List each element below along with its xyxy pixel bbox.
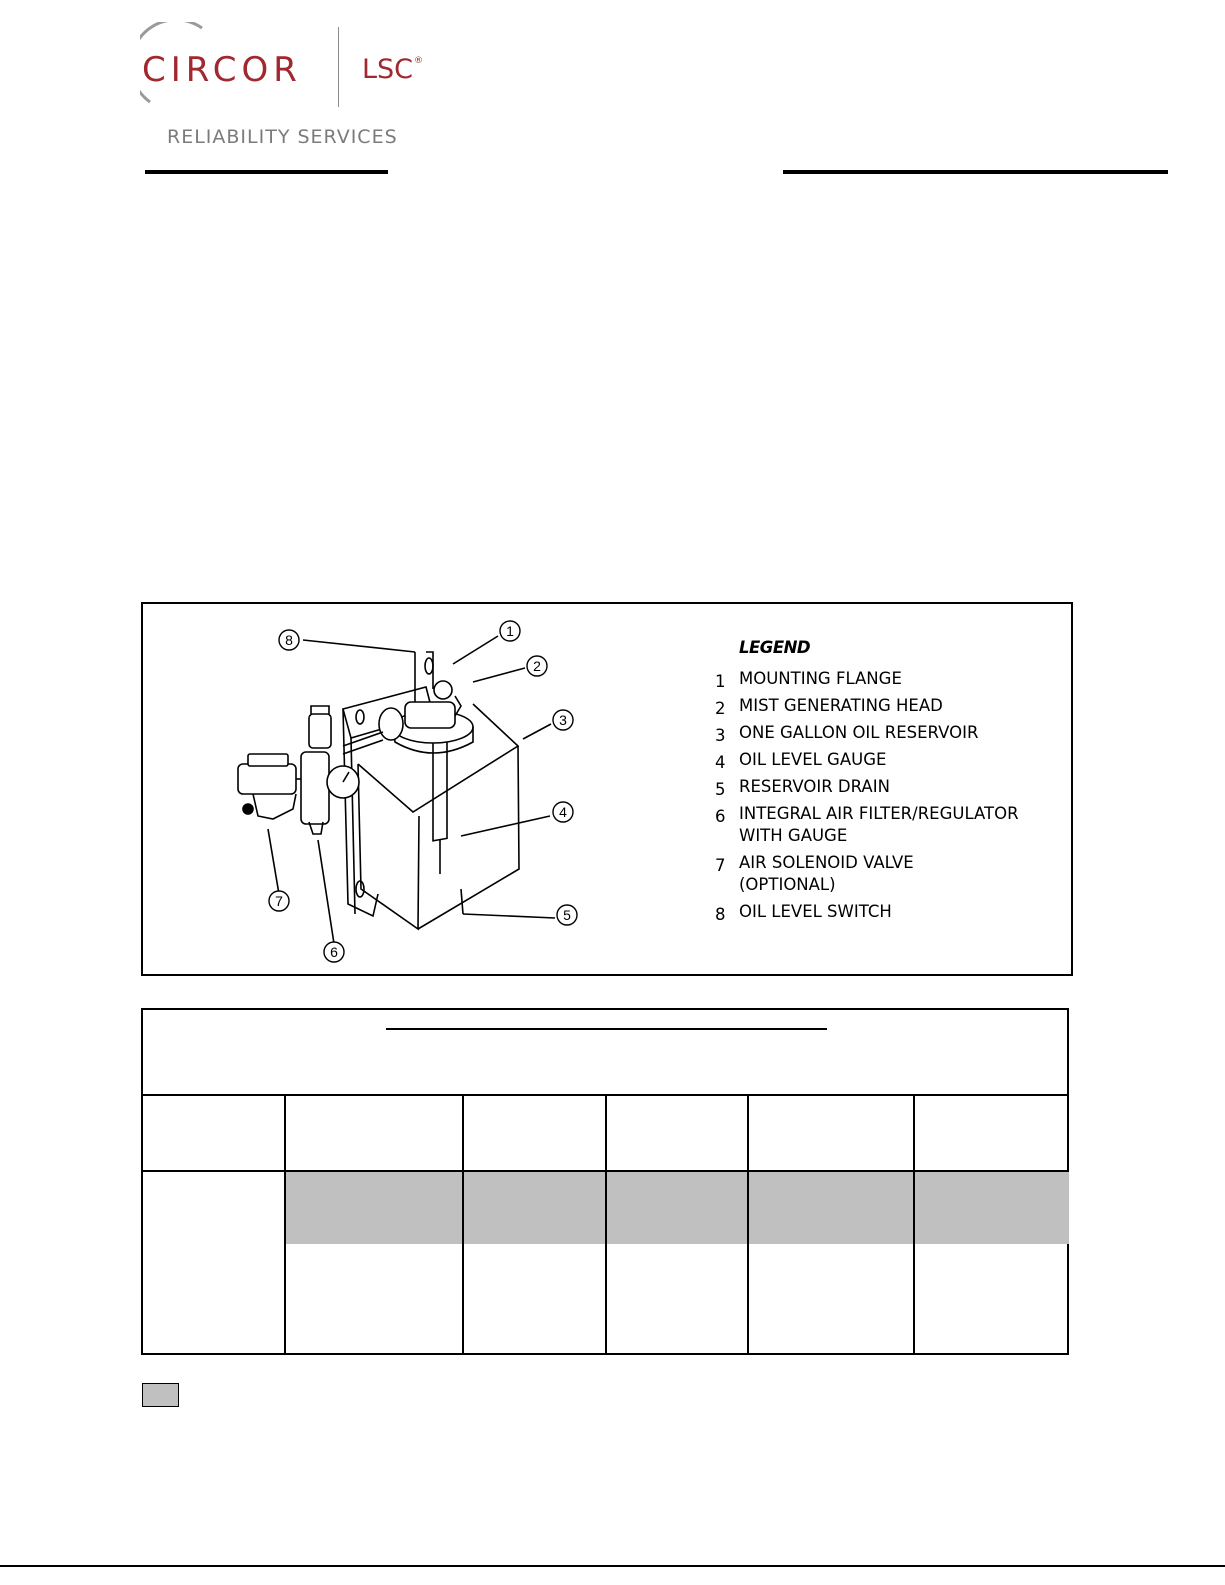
mist-generator-diagram <box>143 604 703 974</box>
callout-8 <box>279 630 299 650</box>
callout-7 <box>269 891 289 911</box>
svg-text:8: 8 <box>285 632 293 648</box>
table-col-rule <box>605 1094 607 1353</box>
callout-5 <box>557 905 577 925</box>
logo-brand: CIRCOR <box>142 50 302 90</box>
callout-1 <box>500 621 520 641</box>
footer-rule <box>0 1565 1225 1567</box>
legend-item: 5 RESERVOIR DRAIN <box>715 777 890 799</box>
legend-title: LEGEND <box>739 638 811 657</box>
logo-divider <box>338 27 339 107</box>
callout-4 <box>553 802 573 822</box>
svg-text:7: 7 <box>275 893 283 909</box>
legend-item: 4 OIL LEVEL GAUGE <box>715 750 887 772</box>
svg-text:1: 1 <box>506 623 514 639</box>
legend <box>715 634 1055 928</box>
legend-item: 7 AIR SOLENOID VALVE (OPTIONAL) <box>715 853 914 894</box>
table-title-underline <box>386 1028 827 1030</box>
svg-text:4: 4 <box>559 804 567 820</box>
legend-item: 6 INTEGRAL AIR FILTER/REGULATOR WITH GAUGE <box>715 804 1019 845</box>
figure-box <box>141 602 1073 976</box>
legend-item: 3 ONE GALLON OIL RESERVOIR <box>715 723 979 745</box>
callout-6 <box>324 942 344 962</box>
header-rule-left <box>145 170 388 174</box>
shade-key-swatch <box>142 1383 179 1407</box>
table-col-rule <box>462 1094 464 1353</box>
logo-product: LSC® <box>362 54 424 85</box>
table-col-rule <box>913 1094 915 1353</box>
legend-item: 2 MIST GENERATING HEAD <box>715 696 943 718</box>
legend-item: 1 MOUNTING FLANGE <box>715 669 902 691</box>
header-rule-right <box>783 170 1168 174</box>
svg-text:3: 3 <box>559 712 567 728</box>
callout-2 <box>527 656 547 676</box>
table-col-rule <box>284 1094 286 1353</box>
svg-text:2: 2 <box>533 658 541 674</box>
svg-text:5: 5 <box>563 907 571 923</box>
callout-3 <box>553 710 573 730</box>
legend-item: 8 OIL LEVEL SWITCH <box>715 902 892 924</box>
spec-table <box>141 1008 1069 1355</box>
logo-tagline: RELIABILITY SERVICES <box>167 126 398 148</box>
circor-lsc-logo <box>140 22 440 157</box>
svg-text:6: 6 <box>330 944 338 960</box>
table-col-rule <box>747 1094 749 1353</box>
shaded-row <box>286 1172 1069 1244</box>
